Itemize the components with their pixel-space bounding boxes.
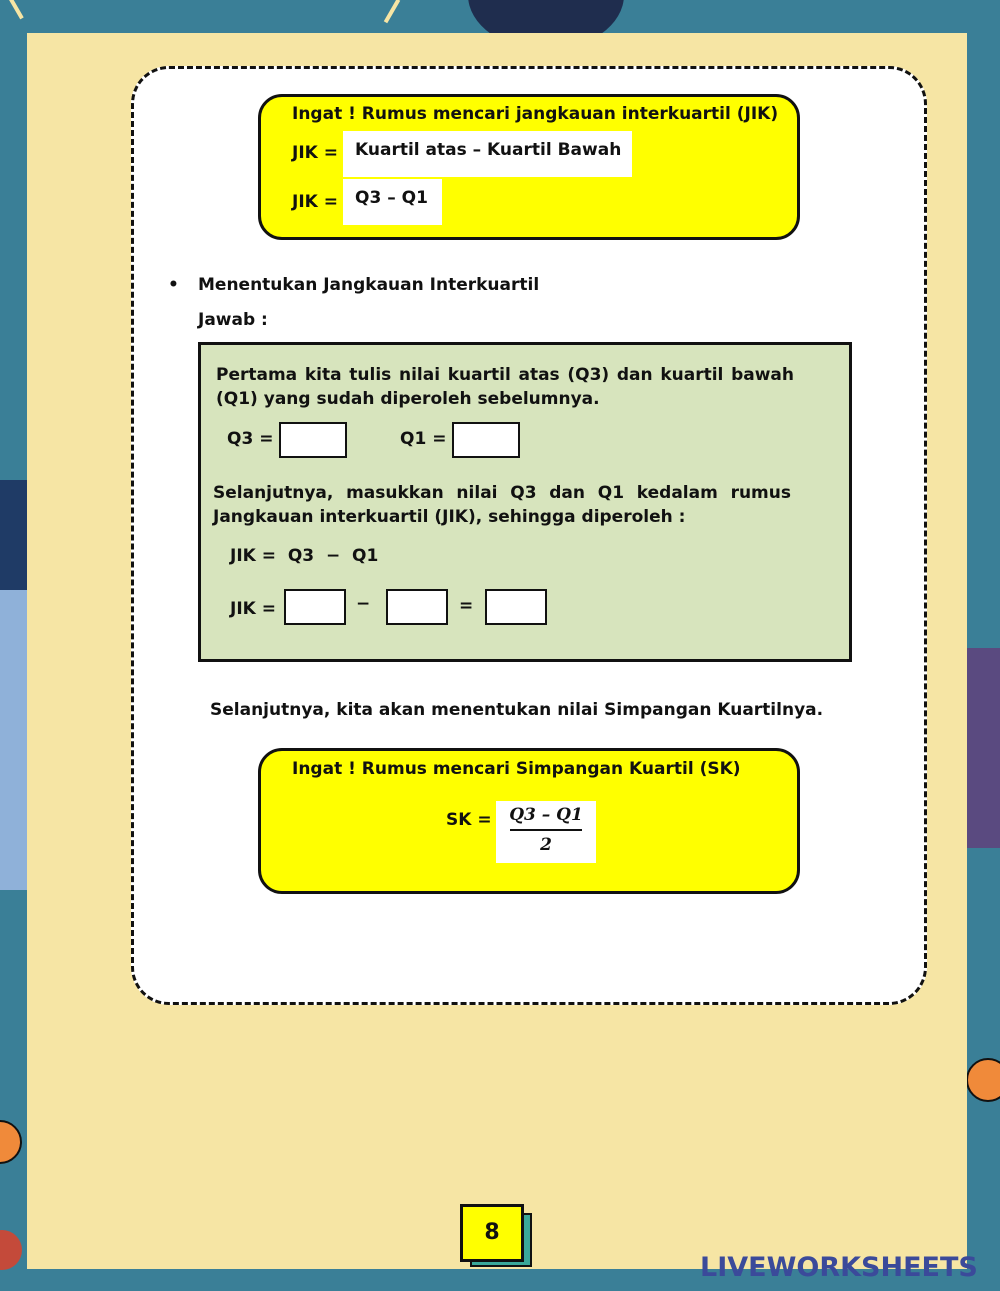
bg-circle-left-red <box>0 1230 22 1270</box>
jik-q3-input[interactable] <box>284 589 346 625</box>
jik-result-input[interactable] <box>485 589 547 625</box>
bg-slash-top-mid <box>384 0 400 23</box>
bullet: • <box>168 275 179 295</box>
sk-label: SK = <box>446 810 492 830</box>
bg-circle-right-orange <box>966 1058 1000 1102</box>
jik-box-title: Ingat ! Rumus mencari jangkauan interkuartil (JIK) <box>292 104 779 124</box>
fraction-bar <box>510 829 582 831</box>
jik-calc-label: JIK = <box>230 599 276 619</box>
bg-slash-top-left <box>8 0 23 19</box>
minus-sign: − <box>356 594 371 614</box>
jik-formula-line: JIK = Q3 − Q1 <box>230 546 379 566</box>
jik-row2-value: Q3 – Q1 <box>355 188 428 208</box>
bg-panel-right-purple <box>967 648 1000 848</box>
sk-denominator: 2 <box>540 835 552 855</box>
section-heading: Menentukan Jangkauan Interkuartil <box>198 275 540 295</box>
work-para-1: Pertama kita tulis nilai kuartil atas (Q3) dan kuartil bawah (Q1) yang sudah diperoleh sebelumnya. <box>216 365 794 409</box>
q1-label: Q1 = <box>400 429 447 449</box>
sk-fraction <box>496 801 596 863</box>
jik-row2-label: JIK = <box>292 192 338 212</box>
next-step-text: Selanjutnya, kita akan menentukan nilai Simpangan Kuartilnya. <box>210 700 824 720</box>
work-para-2: Selanjutnya, masukkan nilai Q3 dan Q1 kedalam rumus Jangkauan interkuartil (JIK), sehingga diperoleh : <box>213 483 791 527</box>
liveworksheets-logo: LIVEWORKSHEETS <box>700 1252 978 1283</box>
q3-input[interactable] <box>279 422 347 458</box>
sk-box-title: Ingat ! Rumus mencari Simpangan Kuartil (SK) <box>292 759 741 779</box>
bg-circle-left-orange <box>0 1120 22 1164</box>
jik-row1-label: JIK = <box>292 143 338 163</box>
sk-numerator: Q3 – Q1 <box>509 805 583 825</box>
equals-sign: = <box>459 596 474 616</box>
page-number: 8 <box>460 1204 524 1262</box>
bg-panel-left-blue <box>0 590 27 890</box>
jik-row1-value: Kuartil atas – Kuartil Bawah <box>355 140 622 160</box>
answer-label: Jawab : <box>198 310 268 330</box>
q3-label: Q3 = <box>227 429 274 449</box>
q1-input[interactable] <box>452 422 520 458</box>
bg-panel-left-navy <box>0 480 27 590</box>
jik-q1-input[interactable] <box>386 589 448 625</box>
